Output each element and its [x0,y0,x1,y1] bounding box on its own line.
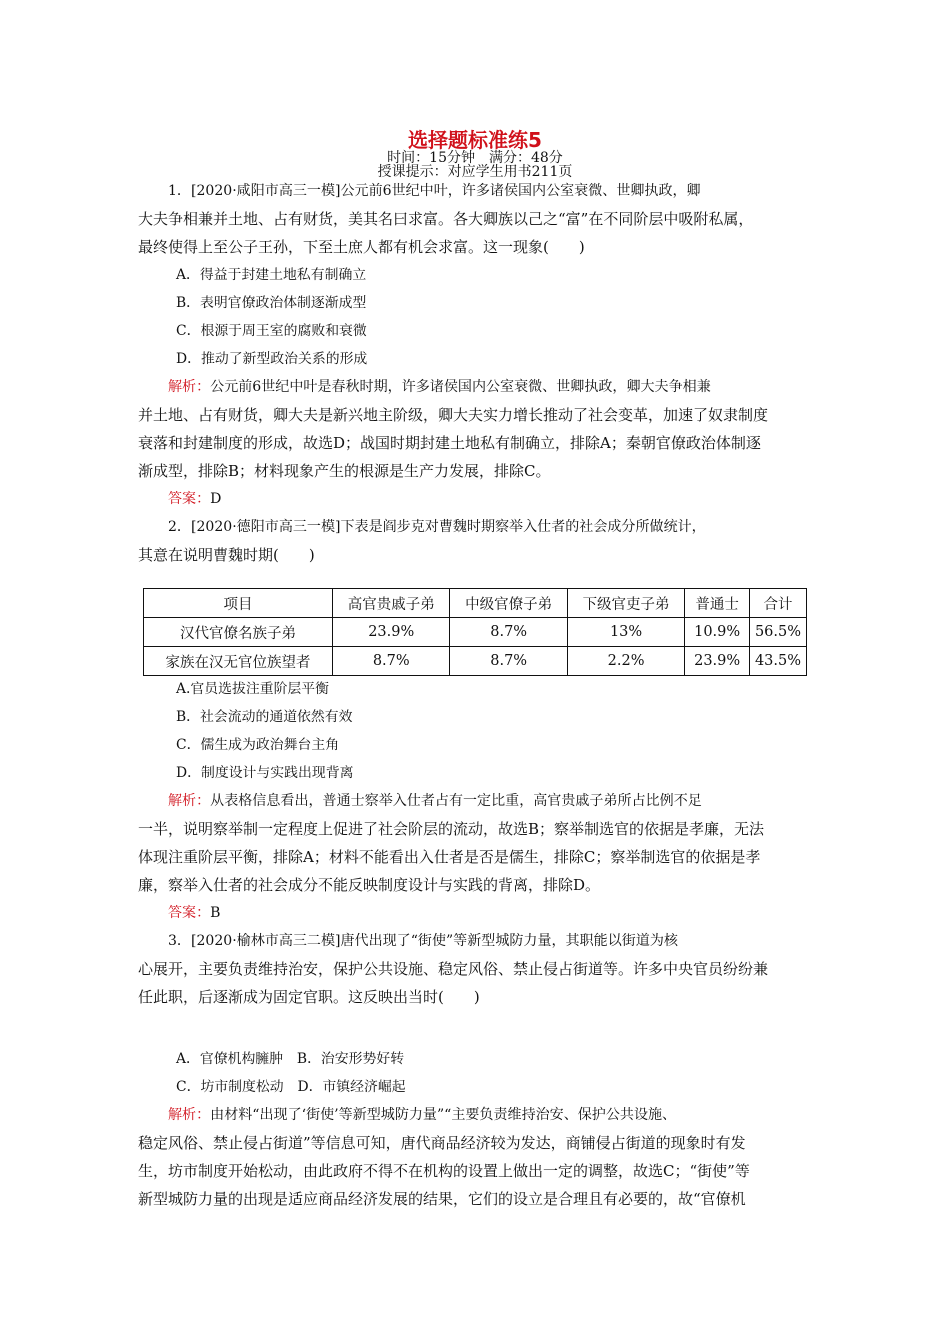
q3-stem-line: 3．[2020·榆林市高三二模]唐代出现了“街使”等新型城防力量，其职能以街道为核 [168,933,678,949]
q1-option-b: B．表明官僚政治体制逐渐成型 [176,295,367,311]
table-header-cell: 中级官僚子弟 [450,589,567,618]
q3-options-ab: A．官僚机构臃肿 B．治安形势好转 [176,1051,405,1067]
table-cell: 10.9% [685,618,750,647]
time-score-line: 时间：15分钟 满分：48分 [387,150,563,166]
q3-options-cd: C．坊市制度松动 D．市镇经济崛起 [176,1079,406,1095]
q1-answer: D [210,491,222,507]
q2-option-c: C．儒生成为政治舞台主角 [176,737,340,753]
q3-analysis-line: 解析：由材料“出现了‘街使’等新型城防力量”“主要负责维持治安、保护公共设施、 [168,1107,677,1123]
analysis-label: 解析： [168,1107,211,1123]
table-cell: 8.7% [333,647,450,676]
q2-analysis-line: 廉，察举入仕者的社会成分不能反映制度设计与实践的背离，排除D。 [138,876,601,894]
q2-analysis-line: 体现注重阶层平衡，排除A；材料不能看出入仕者是否是儒生，排除C；察举制选官的依据是孝 [138,848,761,866]
lesson-hint-line: 授课提示：对应学生用书211页 [377,164,573,180]
table-cell: 23.9% [333,618,450,647]
q2-analysis-line: 一半，说明察举制一定程度上促进了社会阶层的流动，故选B；察举制选官的依据是孝廉，无法 [138,820,765,838]
q2-stem-line: 其意在说明曹魏时期( ) [138,546,315,564]
q3-stem-line: 心展开，主要负责维持治安，保护公共设施、稳定风俗、禁止侵占街道等。许多中央官员纷纷兼 [138,960,769,978]
q1-option-a: A．得益于封建土地私有制确立 [176,267,367,283]
table-cell: 23.9% [685,647,750,676]
q2-option-d: D．制度设计与实践出现背离 [176,765,354,781]
analysis-label: 解析： [168,793,211,809]
table-cell: 8.7% [450,618,567,647]
q3-analysis-line: 生，坊市制度开始松动，由此政府不得不在机构的设置上做出一定的调整，故选C；“街使”等 [138,1162,750,1180]
page-title: 选择题标准练5 [408,128,542,152]
q1-stem-line: 最终使得上至公子王孙，下至土庶人都有机会求富。这一现象( ) [138,238,585,256]
table-cell: 43.5% [750,647,807,676]
q1-answer-line [168,489,848,509]
table-cell: 家族在汉无官位族望者 [144,647,333,676]
table-cell: 8.7% [450,647,567,676]
answer-label: 答案： [168,491,211,507]
table-header-cell: 高官贵戚子弟 [333,589,450,618]
q2-option-b: B．社会流动的通道依然有效 [176,709,353,725]
analysis-label: 解析： [168,379,211,395]
table-cell: 2.2% [567,647,684,676]
q3-analysis-line: 新型城防力量的出现是适应商品经济发展的结果，它们的设立是合理且有必要的，故“官僚机 [138,1190,746,1208]
table-header-cell: 下级官吏子弟 [567,589,684,618]
q2-analysis-line: 解析：从表格信息看出，普通士察举入仕者占有一定比重，高官贵戚子弟所占比例不足 [168,793,702,809]
q3-analysis-line: 稳定风俗、禁止侵占街道”等信息可知，唐代商品经济较为发达，商铺侵占街道的现象时有发 [138,1134,746,1152]
table-cell: 汉代官僚名族子弟 [144,618,333,647]
q1-stem-line: 1．[2020·咸阳市高三一模]公元前6世纪中叶，许多诸侯国内公室衰微、世卿执政，卿 [168,183,701,199]
q2-stem-line: 2．[2020·德阳市高三一模]下表是阎步克对曹魏时期察举入仕者的社会成分所做统计， [168,519,706,535]
table-header-cell: 普通士 [685,589,750,618]
q2-answer-line [168,903,848,923]
q1-analysis-line: 衰落和封建制度的形成，故选D；战国时期封建土地私有制确立，排除A；秦朝官僚政治体制逐 [138,434,761,452]
table-header-cell: 合计 [750,589,807,618]
answer-label: 答案： [168,905,211,921]
table-row [144,647,807,676]
q1-analysis-line: 解析：公元前6世纪中叶是春秋时期，许多诸侯国内公室衰微、世卿执政，卿大夫争相兼 [168,379,711,395]
table-header-cell: 项目 [144,589,333,618]
q1-option-d: D．推动了新型政治关系的形成 [176,351,368,367]
q1-stem-line: 大夫争相兼并土地、占有财货，美其名曰求富。各大卿族以己之“富”在不同阶层中吸附私属， [138,210,754,228]
q1-analysis-line: 渐成型，排除B；材料现象产生的根源是生产力发展，排除C。 [138,462,551,480]
table-cell: 56.5% [750,618,807,647]
q1-analysis-line: 并土地、占有财货，卿大夫是新兴地主阶级，卿大夫实力增长推动了社会变革，加速了奴隶制度 [138,406,769,424]
q2-answer: B [210,905,221,921]
table-cell: 13% [567,618,684,647]
q2-option-a: A.官员选拔注重阶层平衡 [176,681,330,697]
table-header-row [144,589,807,618]
q3-stem-line: 任此职，后逐渐成为固定官职。这反映出当时( ) [138,988,480,1006]
statistics-table [143,588,807,676]
q1-option-c: C．根源于周王室的腐败和衰微 [176,323,367,339]
table-row [144,618,807,647]
